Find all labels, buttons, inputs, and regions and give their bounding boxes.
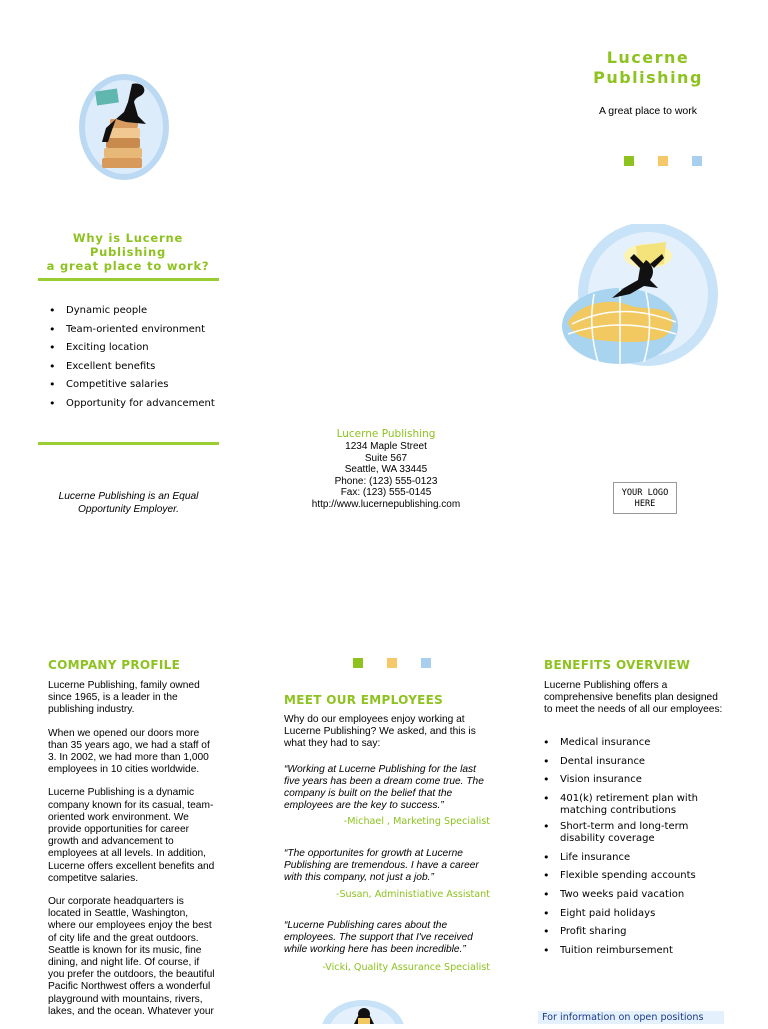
why-list (44, 302, 224, 414)
list-item: • Life insurance (538, 849, 738, 868)
list-item: • Opportunity for advancement (44, 395, 224, 414)
quote-attribution: -Susan, Administiative Assistant (336, 889, 490, 900)
list-item: • Exciting location (44, 339, 224, 358)
list-item: • Medical insurance (538, 734, 738, 753)
employee-quote: “Working at Lucerne Publishing for the last five years has been a dream come true. The company is built on the belief that the employees are the key to success.” (284, 764, 484, 811)
blue-square (421, 658, 431, 668)
divider-top (38, 278, 219, 281)
list-item: • Short-term and long-term disability coverage (538, 821, 738, 845)
logo-placeholder: YOUR LOGO HERE (613, 482, 677, 514)
list-item: • Dynamic people (44, 302, 224, 321)
address-company: Lucerne Publishing (336, 428, 436, 440)
list-item: • Profit sharing (538, 923, 738, 942)
employee-quote: “The opportunites for growth at Lucerne Publishing are tremendous. I have a career with this company, not just a job.” (284, 848, 479, 883)
list-item: • Tuition reimbursement (538, 942, 738, 961)
meet-employees-heading: MEET OUR EMPLOYEES (284, 693, 444, 707)
list-item: • Flexible spending accounts (538, 867, 738, 886)
company-profile-heading: COMPANY PROFILE (48, 658, 181, 672)
brand-name: Lucerne Publishing (593, 48, 703, 87)
list-item: • Vision insurance (538, 771, 738, 790)
orange-square (658, 156, 668, 166)
list-item: • Team-oriented environment (44, 321, 224, 340)
open-positions-banner: For information on open positions (538, 1011, 724, 1024)
list-item: • Dental insurance (538, 753, 738, 772)
eoe-statement: Lucerne Publishing is an Equal Opportunity Employer. (58, 491, 199, 515)
list-item: • Excellent benefits (44, 358, 224, 377)
benefits-intro: Lucerne Publishing offers a comprehensive benefits plan designed to meet the needs of all our employees: (544, 680, 723, 716)
divider-bottom (38, 442, 219, 445)
quote-attribution: -Vicki, Quality Assurance Specialist (322, 962, 490, 973)
benefits-list (538, 734, 738, 960)
address-city: Seattle, WA 33445 (344, 464, 428, 475)
profile-paragraph: Our corporate headquarters is located in Seattle, Washington, where our employees enjoy the best of city life and the great outdoors. Seattle is known for its music, fine dining, and night life. Of course, if you prefer the outdoors, the beautiful Pacific Northwest offers a wonderful playground with mountains, rivers, lakes, and the ocean. Whatever your (48, 896, 215, 1017)
flying-reader-globe-illustration (558, 224, 720, 370)
address-url: http://www.lucernepublishing.com (311, 498, 461, 510)
company-profile-text (48, 680, 238, 1029)
orange-square (387, 658, 397, 668)
address-phone: Phone: (123) 555-0123 (334, 475, 438, 487)
blue-square (692, 156, 702, 166)
list-item: • Competitive salaries (44, 376, 224, 395)
why-title: Why is Lucerne Publishing a great place to work? (46, 231, 210, 273)
profile-paragraph: Lucerne Publishing is a dynamic company known for its casual, team- oriented work environment. We provide opportunities for career growth and advancement to employees at all levels. In addition, Lucerne offers excellent benefits and competitve salaries. (48, 787, 215, 884)
employee-quote: “Lucerne Publishing cares about the employees. The support that I've received while working here has been incredible.” (284, 920, 473, 955)
quote-attribution: -Michael , Marketing Specialist (343, 816, 490, 827)
address-fax: Fax: (123) 555-0145 (340, 487, 432, 498)
green-square (353, 658, 363, 668)
employees-intro: Why do our employees enjoy working at Lucerne Publishing? We asked, and this is what they had to say: (284, 714, 476, 750)
reader-on-books-illustration (76, 72, 172, 182)
list-item: • 401(k) retirement plan with matching contributions (538, 793, 738, 817)
address-suite: Suite 567 (364, 452, 408, 464)
address-block (286, 428, 486, 510)
profile-paragraph: Lucerne Publishing, family owned since 1965, is a leader in the publishing industry. (48, 680, 200, 716)
green-square (624, 156, 634, 166)
list-item: • Eight paid holidays (538, 905, 738, 924)
address-street: 1234 Maple Street (345, 441, 427, 452)
benefits-heading: BENEFITS OVERVIEW (544, 658, 691, 672)
reader-illustration-partial (318, 998, 408, 1024)
list-item: • Two weeks paid vacation (538, 886, 738, 905)
profile-paragraph: When we opened our doors more than 35 years ago, we had a staff of 3. In 2002, we had more than 1,000 employees in 10 cities worldwide. (48, 727, 210, 776)
brand-tagline: A great place to work (598, 105, 698, 117)
